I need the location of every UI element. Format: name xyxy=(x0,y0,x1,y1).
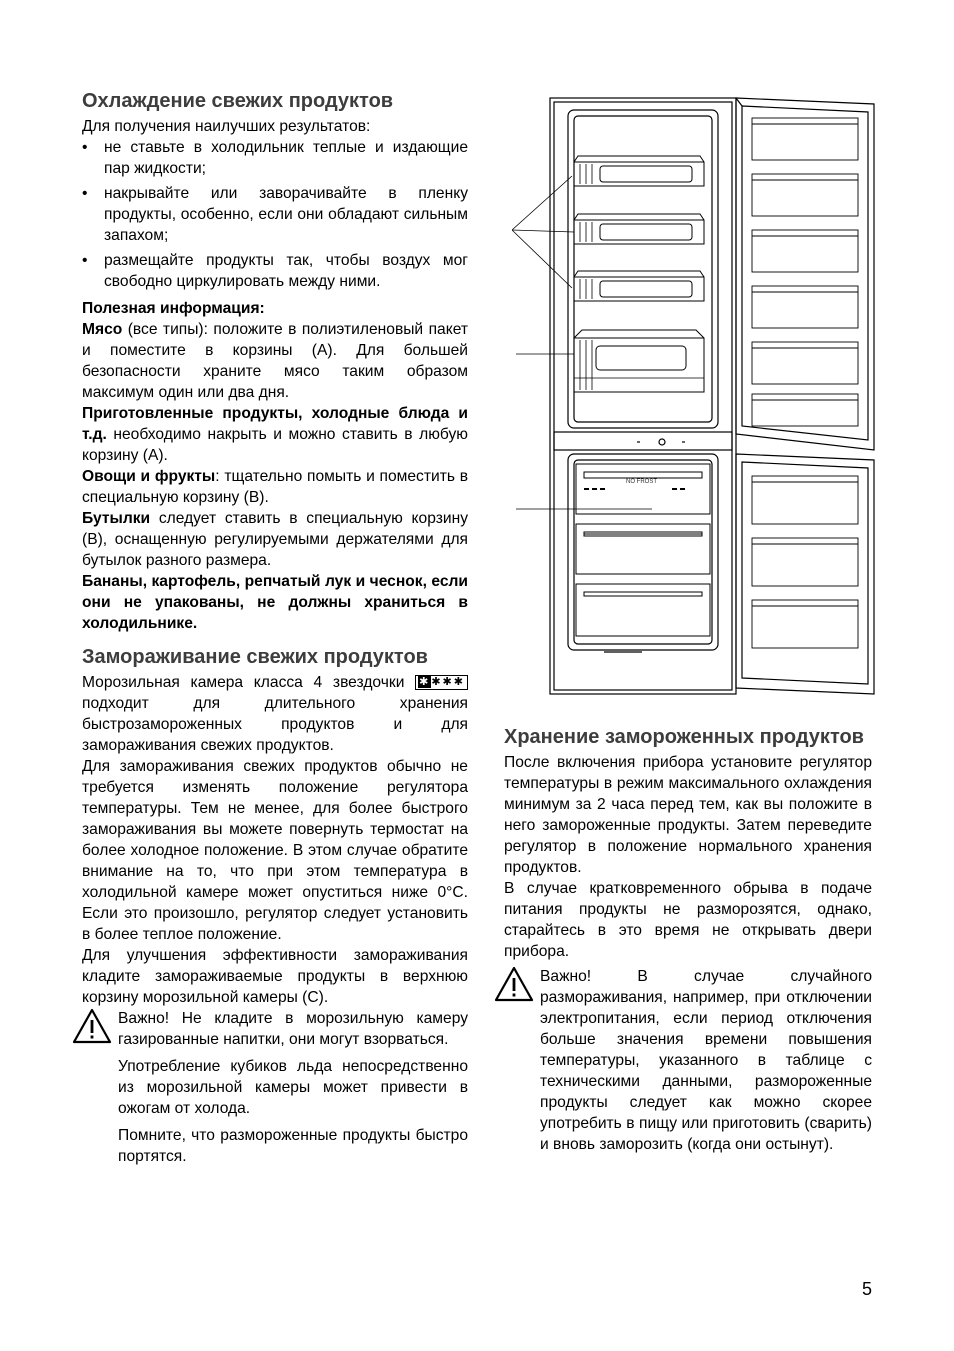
info-cooked xyxy=(82,403,468,466)
cooling-bullet-list xyxy=(82,137,468,292)
info-bottles xyxy=(82,508,468,571)
frozen-storage-p2: В случае кратковременного обрыва в подаче питания продукты не разморозятся, однако, старайтесь в это время не открывать двери прибора. xyxy=(504,880,872,960)
meat-text: (все типы): положите в полиэтиленовый пакет и поместите в корзины (А). Для большей безопасности храните мясо таким образом максимум один или два дня. xyxy=(82,321,468,401)
freezing-p1 xyxy=(82,672,468,756)
warning-text: Важно! В случае случайного размораживания, например, при отключении электропитания, если период отключения больше значения времени повышения температуры, указанного в таблице с техническими данными, размороженные продукты следует как можно скорее употребить в пищу или приготовить (сварить) и вновь заморозить (когда они остынут). xyxy=(540,968,872,1153)
warning-block xyxy=(82,1008,468,1167)
meat-label: Мясо xyxy=(82,321,123,338)
frozen-storage-p1: После включения прибора установите регулятор температуры в режим максимального охлаждения минимум за 2 часа перед тем, как вы положите в него замороженные продукты. Затем переведите регулятор в положение нормального хранения продуктов. xyxy=(504,754,872,876)
info-heading: Полезная информация: xyxy=(82,300,265,317)
warning-icon xyxy=(494,966,534,1002)
right-column xyxy=(504,724,872,1161)
no-frost-label: NO FROST xyxy=(626,479,657,485)
list-item: • не ставьте в холодильник теплые и издающие пар жидкости; xyxy=(82,137,468,179)
list-item: • размещайте продукты так, чтобы воздух мог свободно циркулировать между ними. xyxy=(82,250,468,292)
left-column xyxy=(82,88,468,1173)
warning-icon xyxy=(72,1008,112,1044)
warning-thawed-text: Помните, что размороженные продукты быстро портятся. xyxy=(118,1127,468,1165)
warning-ice-text: Употребление кубиков льда непосредственно из морозильной камеры может привести в ожогам от холода. xyxy=(118,1058,468,1117)
freezing-title: Замораживание свежих продуктов xyxy=(82,646,428,668)
list-item: • накрывайте или заворачивайте в пленку продукты, особенно, если они обладают сильным запахом; xyxy=(82,183,468,246)
freezing-p1-start: Морозильная камера класса 4 звездочки xyxy=(82,674,405,691)
cooked-label: Приготовленные продукты, холодные блюда и т.д. xyxy=(82,405,468,443)
cooling-intro: Для получения наилучших результатов: xyxy=(82,118,371,135)
freezing-p3: Для улучшения эффективности замораживания кладите замораживаемые продукты в верхнюю корзину морозильной камеры (С). xyxy=(82,947,468,1006)
info-bananas: Бананы, картофель, репчатый лук и чеснок, если они не упакованы, не должны храниться в холодильнике. xyxy=(82,573,468,632)
frozen-storage-title: Хранение замороженных продуктов xyxy=(504,726,864,748)
info-meat xyxy=(82,319,468,403)
veg-text: : тщательно помыть и поместить в специальную корзину (В). xyxy=(82,468,468,506)
fridge-illustration xyxy=(512,94,882,700)
four-star-icon: ✱✱✱✱ xyxy=(415,675,468,690)
bottles-label: Бутылки xyxy=(82,510,151,527)
freezing-p1-end: подходит для длительного хранения быстрозамороженных продуктов и для замораживания свежих продуктов. xyxy=(82,695,468,754)
warning-text: Важно! Не кладите в морозильную камеру газированные напитки, они могут взорваться. xyxy=(118,1010,468,1048)
warning-block xyxy=(504,966,872,1155)
info-veg xyxy=(82,466,468,508)
freezing-p2: Для замораживания свежих продуктов обычно не требуется изменять положение регулятора температуры. Тем не менее, для более быстрого замораживания вы можете повернуть термостат на более холодное положение. В этом случае обратите внимание на то, что при этом температура в холодильной камере может опуститься ниже 0°С. Если это произошло, регулятор следует установить в более теплое положение. xyxy=(82,758,468,943)
cooked-text: необходимо накрыть и можно ставить в любую корзину (А). xyxy=(82,426,468,464)
veg-label: Овощи и фрукты xyxy=(82,468,216,485)
bottles-text: следует ставить в специальную корзину (В), оснащенную регулируемыми держателями для бутылок разного размера. xyxy=(82,510,468,569)
page-number: 5 xyxy=(862,1279,873,1299)
cooling-title: Охлаждение свежих продуктов xyxy=(82,90,394,112)
